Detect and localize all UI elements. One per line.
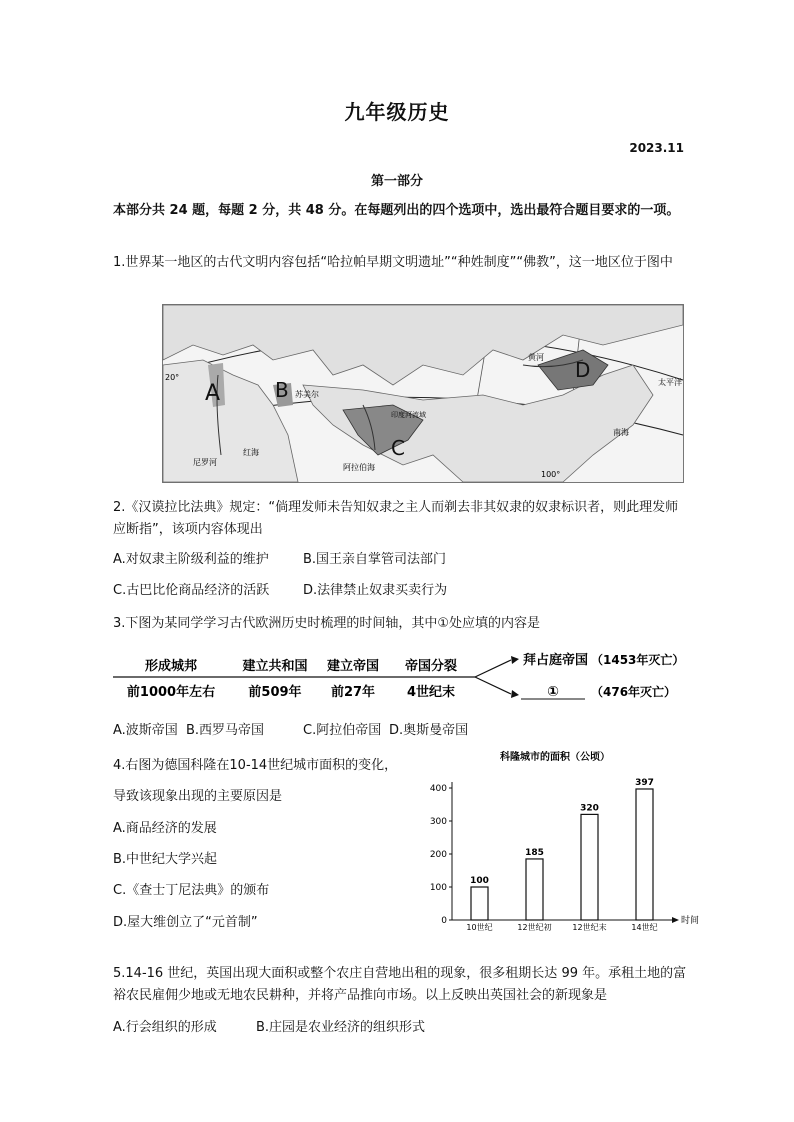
- timeline-event-1-label: 形成城邦: [144, 659, 198, 674]
- x-tick-label: 14世纪: [631, 923, 658, 932]
- y-tick-label: 0: [441, 916, 447, 926]
- bar-value-label: 185: [525, 847, 544, 858]
- timeline-event-3-date: 前27年: [330, 685, 376, 700]
- q1-stem: 1.世界某一地区的古代文明内容包括“哈拉帕早期文明遗址”“种姓制度”“佛教”，这一地区位于图中: [113, 255, 673, 270]
- q5-option-b[interactable]: B.庄园是农业经济的组织形式: [256, 1020, 426, 1035]
- map-place-arabian-sea: 阿拉伯海: [343, 463, 375, 472]
- q4-option-d[interactable]: D.屋大维创立了“元首制”: [113, 915, 258, 930]
- q2-stem: 2.《汉谟拉比法典》规定：“倘理发师未告知奴隶之主人而剃去非其奴隶的奴隶标识者，则此理发师应断指”，该项内容体现出: [113, 500, 679, 537]
- y-tick-label: 300: [429, 817, 447, 827]
- y-tick-label: 100: [429, 883, 447, 893]
- timeline-event-3-label: 建立帝国: [326, 659, 380, 674]
- map-place-indus: 印度河流域: [391, 411, 426, 419]
- q3-option-d[interactable]: D.奥斯曼帝国: [389, 723, 469, 738]
- map-label-c: C: [391, 436, 405, 460]
- chart-title: 科隆城市的面积（公顷）: [500, 752, 610, 763]
- timeline-branch-top-note: （1453年灭亡）: [591, 653, 685, 667]
- timeline-branch-bottom-note: （476年灭亡）: [591, 685, 677, 699]
- q4-stem-line2: 导致该现象出现的主要原因是: [113, 789, 283, 804]
- part-heading: 第一部分: [370, 174, 423, 189]
- cologne-area-chart: [420, 748, 700, 932]
- timeline-event-1-date: 前1000年左右: [126, 685, 216, 700]
- q5-stem: 5.14-16 世纪，英国出现大面积或整个农庄自营地出租的现象，很多租期长达 99 年。承租土地的富裕农民雇佣少地或无地农民耕种，并将产品推向市场。以上反映出英国社会的新现象是: [113, 966, 687, 1003]
- x-axis-arrow: [672, 917, 679, 923]
- page-title: 九年级历史: [344, 100, 450, 124]
- q3-stem: 3.下图为某同学学习古代欧洲历史时梳理的时间轴，其中①处应填的内容是: [113, 616, 541, 631]
- q4-option-c[interactable]: C.《查士丁尼法典》的颁布: [113, 883, 270, 898]
- timeline-branch-top-label: 拜占庭帝国: [523, 653, 589, 668]
- timeline-branch-bottom-label: ①: [547, 684, 559, 700]
- q5-option-a[interactable]: A.行会组织的形成: [113, 1020, 217, 1035]
- map-label-a: A: [205, 381, 221, 406]
- bar: [581, 814, 598, 920]
- bar-value-label: 100: [470, 876, 489, 886]
- ancient-civilizations-map: [162, 304, 684, 483]
- q2-option-b[interactable]: B.国王亲自掌管司法部门: [303, 552, 447, 567]
- x-tick-label: 12世纪初: [517, 923, 552, 932]
- y-tick-label: 400: [429, 784, 447, 794]
- timeline-event-4-date: 4世纪末: [406, 685, 456, 700]
- x-tick-label: 12世纪末: [572, 923, 607, 932]
- y-tick-label: 200: [429, 850, 447, 860]
- map-place-sumer: 苏美尔: [295, 390, 319, 399]
- map-label-b: B: [275, 378, 289, 402]
- bar: [526, 859, 543, 920]
- map-place-nile: 尼罗河: [193, 458, 217, 467]
- map-label-d: D: [575, 358, 591, 382]
- q3-option-b[interactable]: B.西罗马帝国: [186, 723, 265, 738]
- timeline-event-2-date: 前509年: [248, 685, 302, 700]
- timeline-event-4-label: 帝国分裂: [404, 659, 458, 674]
- exam-date: 2023.11: [629, 141, 684, 155]
- instructions: 本部分共 24 题，每题 2 分，共 48 分。在每题列出的四个选项中，选出最符合题目要求的一项。: [113, 203, 680, 218]
- europe-history-timeline: [113, 646, 693, 706]
- q4-option-b[interactable]: B.中世纪大学兴起: [113, 852, 218, 867]
- q3-option-c[interactable]: C.阿拉伯帝国: [303, 723, 382, 738]
- bar-value-label: 397: [635, 777, 654, 788]
- x-axis-label: 时间: [681, 916, 700, 926]
- map-place-south-sea: 南海: [613, 428, 629, 437]
- q4-stem-line1: 4.右图为德国科隆在10-14世纪城市面积的变化，: [113, 758, 398, 773]
- map-degree-20: 20°: [165, 373, 180, 382]
- bar-value-label: 320: [580, 803, 599, 814]
- map-place-yellow-river: 黄河: [528, 353, 544, 362]
- q2-option-a[interactable]: A.对奴隶主阶级利益的维护: [113, 552, 269, 567]
- timeline-event-2-label: 建立共和国: [242, 659, 308, 674]
- q2-option-d[interactable]: D.法律禁止奴隶买卖行为: [303, 583, 448, 598]
- map-place-pacific: 太平洋: [658, 378, 682, 387]
- q3-option-a[interactable]: A.波斯帝国: [113, 723, 178, 738]
- bar: [636, 789, 653, 920]
- bar: [471, 887, 488, 920]
- q2-option-c[interactable]: C.古巴比伦商品经济的活跃: [113, 583, 270, 598]
- map-place-red-sea: 红海: [243, 448, 259, 457]
- x-tick-label: 10世纪: [466, 923, 493, 932]
- q4-option-a[interactable]: A.商品经济的发展: [113, 821, 217, 836]
- map-degree-100: 100°: [541, 470, 561, 479]
